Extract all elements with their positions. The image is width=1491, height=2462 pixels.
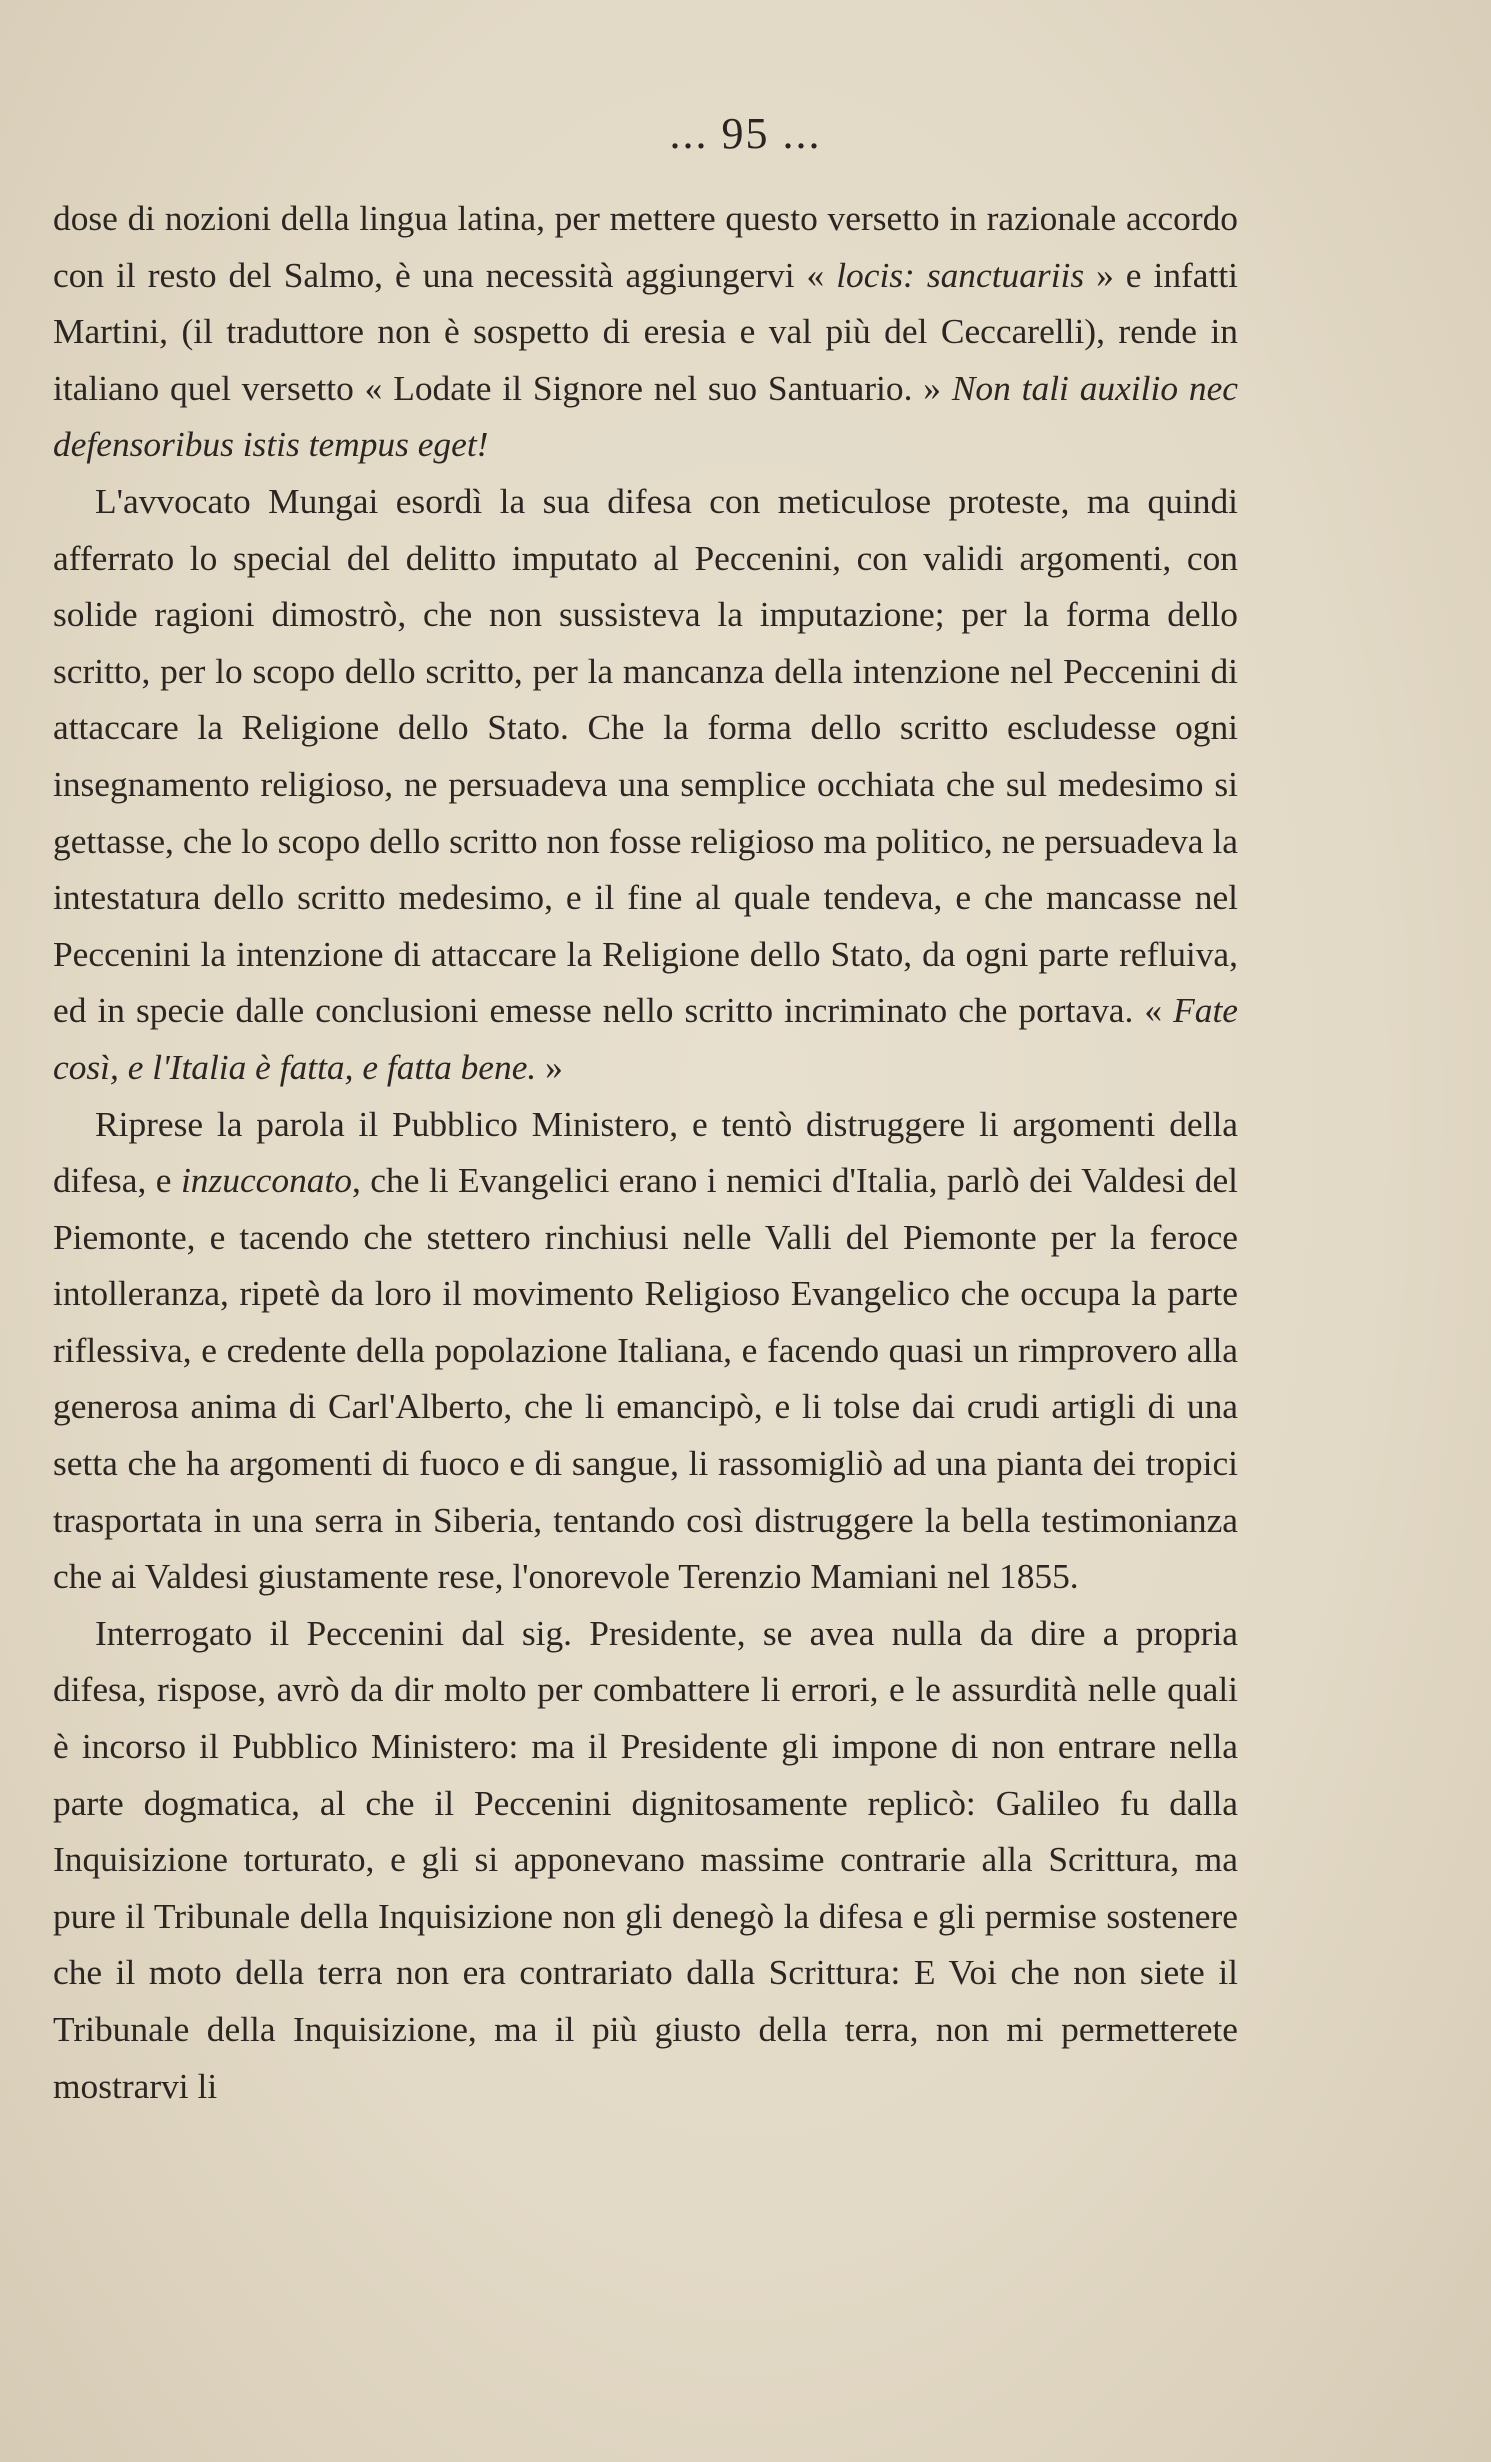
paragraph-1 [53, 190, 1238, 473]
paragraph-3 [53, 1096, 1238, 1605]
text-run: dose di nozioni della lingua latina, per mettere questo versetto in razionale accordo con il resto del Salmo, è una necessità aggiungervi « [53, 198, 1238, 295]
text-run: , che li Evangelici erano i nemici d'Italia, parlò dei Valdesi del Piemonte, e tacendo che stettero rinchiusi nelle Valli del Piemonte per la feroce intolleranza, ripetè da loro il movimento Religioso Evangelico che occupa la parte riflessiva, e credente della popolazione Italiana, e facendo quasi un rimprovero alla generosa anima di Carl'Alberto, che li emancipò, e li tolse dai crudi artigli di una setta che ha argomenti di fuoco e di sangue, li rassomigliò ad una pianta dei tropici trasportata in una serra in Siberia, tentando così distruggere la bella testimonianza che ai Valdesi giustamente rese, l'onorevole Terenzio Mamiani nel 1855. [53, 1160, 1238, 1597]
body-text [53, 190, 1238, 2114]
text-run: Riprese la parola il Pubblico Ministero, e tentò distruggere li argomenti della difesa, e [53, 1103, 1238, 1201]
italic-word: inzucconato [180, 1160, 352, 1201]
text-run: Interrogato il Peccenini dal sig. Presidente, se avea nulla da dire a propria difesa, rispose, avrò da dir molto per combattere li errori, e le assurdità nelle quali è incorso il Pubblico Ministero: ma il Presidente gli impone di non entrare nella parte dogmatica, al che il Peccenini dignitosamente replicò: Galileo fu dalla Inquisizione torturato, e gli si apponevano massime contrarie alla Scrittura, ma pure il Tribunale della Inquisizione non gli denegò la difesa e gli permise sostenere che il moto della terra non era contrariato dalla Scrittura: E Voi che non siete il Tribunale della Inquisizione, ma il più giusto della terra, non mi permetterete mostrarvi li [53, 1612, 1238, 2106]
paragraph-4 [53, 1605, 1238, 2114]
italic-quote: Fate così, e l'Italia è fatta, e fatta bene. [53, 990, 1238, 1087]
latin-quote: Non tali auxilio nec defensoribus istis tempus eget! [53, 367, 1238, 465]
latin-phrase: locis: sanctuariis [836, 254, 1085, 295]
text-run: » [536, 1046, 563, 1087]
text-run: L'avvocato Mungai esordì la sua difesa con meticulose proteste, ma quindi afferrato lo special del delitto imputato al Peccenini, con validi argomenti, con solide ragioni dimostrò, che non sussisteva la imputazione; per la forma dello scritto, per lo scopo dello scritto, per la mancanza della intenzione nel Peccenini di attaccare la Religione dello Stato. Che la forma dello scritto escludesse ogni insegnamento religioso, ne persuadeva una semplice occhiata che sul medesimo si gettasse, che lo scopo dello scritto non fosse religioso ma politico, ne persuadeva la intestatura dello scritto medesimo, e il fine al quale tendeva, e che mancasse nel Peccenini la intenzione di attaccare la Religione dello Stato, da ogni parte refluiva, ed in specie dalle conclusioni emesse nello scritto incriminato che portava. « [53, 480, 1238, 1031]
text-run: » e infatti Martini, (il traduttore non è sospetto di eresia e val più del Ceccarelli), rende in italiano quel versetto « Lodate il Signore nel suo Santuario. » [53, 254, 1239, 408]
page-number: ... 95 ... [669, 109, 822, 158]
paragraph-2 [53, 473, 1238, 1096]
